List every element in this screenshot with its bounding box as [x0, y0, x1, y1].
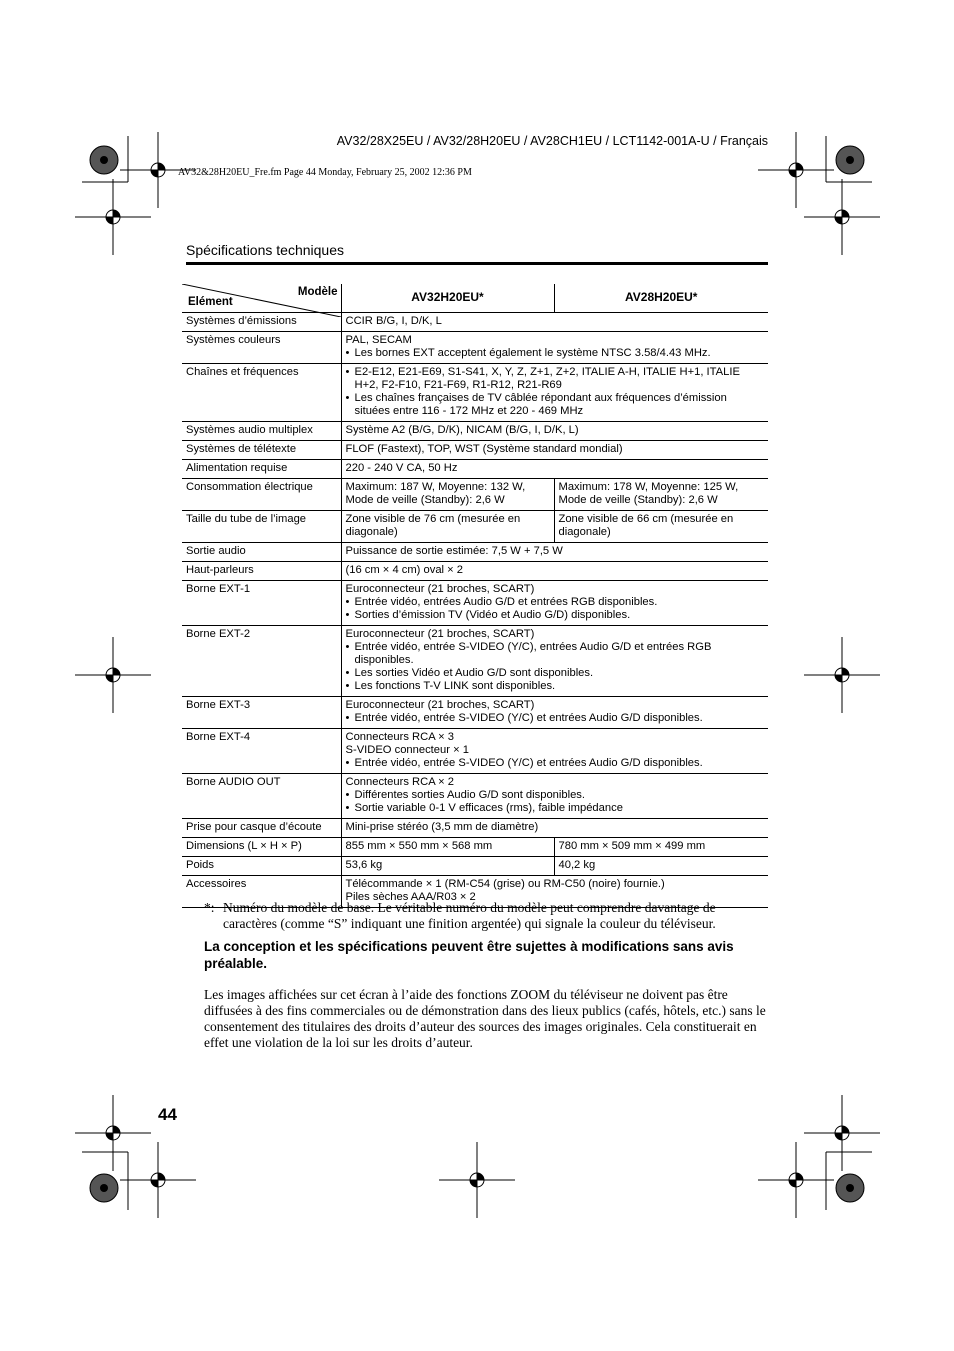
row-value-model-b — [554, 479, 768, 511]
table-row — [182, 581, 768, 626]
value-line: 855 mm × 550 mm × 568 mm — [345, 840, 493, 852]
model-header-a: AV32H20EU* — [341, 284, 554, 313]
row-value — [341, 562, 768, 581]
corner-cell — [182, 284, 341, 313]
table-row — [182, 479, 768, 511]
bullet-item: • Entrée vidéo, entrée S-VIDEO (Y/C) et entrées Audio G/D disponibles. — [346, 712, 765, 725]
row-value — [341, 697, 768, 729]
table-row — [182, 774, 768, 819]
bullet-item: • Entrée vidéo, entrée S-VIDEO (Y/C), entrées Audio G/D et entrées RGB disponibles. — [346, 641, 765, 667]
value-line: diagonale) — [345, 526, 398, 538]
spec-table-body — [182, 284, 768, 908]
value-line: CCIR B/G, I, D/K, L — [345, 315, 442, 327]
value-line: Piles sèches AAA/R03 × 2 — [345, 891, 476, 903]
row-value — [341, 581, 768, 626]
row-value — [341, 422, 768, 441]
value-line: FLOF (Fastext), TOP, WST (Système standard mondial) — [345, 443, 623, 455]
table-row — [182, 729, 768, 774]
value-line: 220 - 240 V CA, 50 Hz — [345, 462, 458, 474]
row-value-model-b — [554, 857, 768, 876]
value-line: (16 cm × 4 cm) oval × 2 — [345, 564, 464, 576]
row-label: Sortie audio — [182, 543, 341, 562]
bullet-item: • E2-E12, E21-E69, S1-S41, X, Y, Z, Z+1, Z+2, ITALIE A-H, ITALIE H+1, ITALIE H+2, F2-F10, F21-F69, R1-R12, R21-R69 — [346, 366, 765, 392]
row-label: Prise pour casque d’écoute — [182, 819, 341, 838]
bullet-item: • Entrée vidéo, entrée S-VIDEO (Y/C) et entrées Audio G/D disponibles. — [346, 757, 765, 770]
file-info-line: AV32&28H20EU_Fre.fm Page 44 Monday, February 25, 2002 12:36 PM — [178, 167, 472, 178]
value-line: Connecteurs RCA × 3 — [345, 731, 455, 743]
model-header: AV32/28X25EU / AV32/28H20EU / AV28CH1EU / LCT1142-001A-U / Français — [336, 134, 768, 148]
footnote-text: Numéro du modèle de base. Le véritable numéro du modèle peut comprendre davantage de caractères (comme “S” indiquant une finition argentée) qui signale la couleur du téléviseur. — [223, 900, 716, 931]
row-value — [341, 313, 768, 332]
table-row — [182, 460, 768, 479]
value-line: Télécommande × 1 (RM-C54 (grise) ou RM-C50 (noire) fournie.) — [345, 878, 665, 890]
section-title: Spécifications techniques — [186, 242, 344, 258]
row-value — [341, 364, 768, 422]
row-value-model-a — [341, 838, 554, 857]
bullet-item: • Sorties d’émission TV (Vidéo et Audio G/D) disponibles. — [346, 609, 765, 622]
section-rule — [186, 262, 768, 265]
row-value — [341, 332, 768, 364]
value-line: S-VIDEO connecteur × 1 — [345, 744, 469, 756]
table-row — [182, 819, 768, 838]
bullet-item: • Les fonctions T-V LINK sont disponibles. — [346, 680, 765, 693]
row-label: Borne AUDIO OUT — [182, 774, 341, 819]
row-label: Accessoires — [182, 876, 341, 908]
row-value-model-a — [341, 511, 554, 543]
spec-table — [182, 284, 768, 908]
corner-label-model: Modèle — [297, 286, 338, 298]
table-header-row — [182, 284, 768, 313]
row-value — [341, 626, 768, 697]
value-line: Mode de veille (Standby): 2,6 W — [345, 494, 505, 506]
value-line: Système A2 (B/G, D/K), NICAM (B/G, I, D/K, L) — [345, 424, 579, 436]
value-line: Euroconnecteur (21 broches, SCART) — [345, 699, 535, 711]
value-line: diagonale) — [558, 526, 611, 538]
row-label: Systèmes audio multiplex — [182, 422, 341, 441]
value-line: Zone visible de 76 cm (mesurée en — [345, 513, 521, 525]
corner-label-element: Elément — [188, 296, 233, 308]
value-line: PAL, SECAM — [345, 334, 412, 346]
table-row — [182, 857, 768, 876]
notice-bold: La conception et les spécifications peuvent être sujettes à modifications sans avis préalable. — [204, 939, 734, 971]
row-label: Borne EXT-3 — [182, 697, 341, 729]
row-value-model-b — [554, 838, 768, 857]
value-line: Puissance de sortie estimée: 7,5 W + 7,5 W — [345, 545, 563, 557]
table-row — [182, 422, 768, 441]
row-label: Alimentation requise — [182, 460, 341, 479]
value-line: Maximum: 187 W, Moyenne: 132 W, — [345, 481, 526, 493]
value-line: Mode de veille (Standby): 2,6 W — [558, 494, 718, 506]
value-line: Euroconnecteur (21 broches, SCART) — [345, 628, 535, 640]
row-value — [341, 543, 768, 562]
table-row — [182, 543, 768, 562]
table-row — [182, 838, 768, 857]
row-label: Systèmes couleurs — [182, 332, 341, 364]
notice-paragraph: Les images affichées sur cet écran à l’aide des fonctions ZOOM du téléviseur ne doivent pas être diffusées à des fins commerciales ou de démonstration dans des lieux publics (cafés, hôtels, etc.) sans le consentement des titulaires des droits d’auteur des sources des images originales. Cela constituerait en effet une violation de la loi sur les droits d’auteur. — [204, 987, 766, 1050]
row-value — [341, 441, 768, 460]
row-value-model-b — [554, 511, 768, 543]
row-value-model-a — [341, 857, 554, 876]
row-label: Borne EXT-2 — [182, 626, 341, 697]
row-label: Haut-parleurs — [182, 562, 341, 581]
table-row — [182, 562, 768, 581]
footnote-marker: *: — [204, 900, 215, 915]
value-line: 53,6 kg — [345, 859, 383, 871]
table-row — [182, 626, 768, 697]
value-line: Zone visible de 66 cm (mesurée en — [558, 513, 734, 525]
table-row — [182, 511, 768, 543]
bullet-item: • Les sorties Vidéo et Audio G/D sont disponibles. — [346, 667, 765, 680]
value-line: Maximum: 178 W, Moyenne: 125 W, — [558, 481, 739, 493]
row-label: Borne EXT-1 — [182, 581, 341, 626]
row-label: Poids — [182, 857, 341, 876]
value-line: 780 mm × 509 mm × 499 mm — [558, 840, 706, 852]
bullet-item: • Entrée vidéo, entrées Audio G/D et entrées RGB disponibles. — [346, 596, 765, 609]
bullet-item: • Différentes sorties Audio G/D sont disponibles. — [346, 789, 765, 802]
row-value — [341, 819, 768, 838]
row-label: Taille du tube de l’image — [182, 511, 341, 543]
table-row — [182, 364, 768, 422]
bullet-item: • Les chaînes françaises de TV câblée répondant aux fréquences d’émission situées entre 116 - 172 MHz et 220 - 469 MHz — [346, 392, 765, 418]
row-label: Chaînes et fréquences — [182, 364, 341, 422]
row-label: Systèmes de télétexte — [182, 441, 341, 460]
row-label: Systèmes d’émissions — [182, 313, 341, 332]
page-number: 44 — [158, 1105, 177, 1124]
table-row — [182, 697, 768, 729]
row-value — [341, 460, 768, 479]
row-label: Borne EXT-4 — [182, 729, 341, 774]
row-label: Dimensions (L × H × P) — [182, 838, 341, 857]
row-label: Consommation électrique — [182, 479, 341, 511]
bullet-item: • Les bornes EXT acceptent également le système NTSC 3.58/4.43 MHz. — [346, 347, 765, 360]
value-line: Connecteurs RCA × 2 — [345, 776, 455, 788]
row-value-model-a — [341, 479, 554, 511]
value-line: Mini-prise stéréo (3,5 mm de diamètre) — [345, 821, 539, 833]
value-line: 40,2 kg — [558, 859, 596, 871]
row-value — [341, 774, 768, 819]
footnote — [204, 900, 764, 932]
table-row — [182, 441, 768, 460]
table-row — [182, 332, 768, 364]
bullet-item: • Sortie variable 0-1 V efficaces (rms), faible impédance — [346, 802, 765, 815]
model-header-b: AV28H20EU* — [554, 284, 768, 313]
row-value — [341, 729, 768, 774]
value-line: Euroconnecteur (21 broches, SCART) — [345, 583, 535, 595]
